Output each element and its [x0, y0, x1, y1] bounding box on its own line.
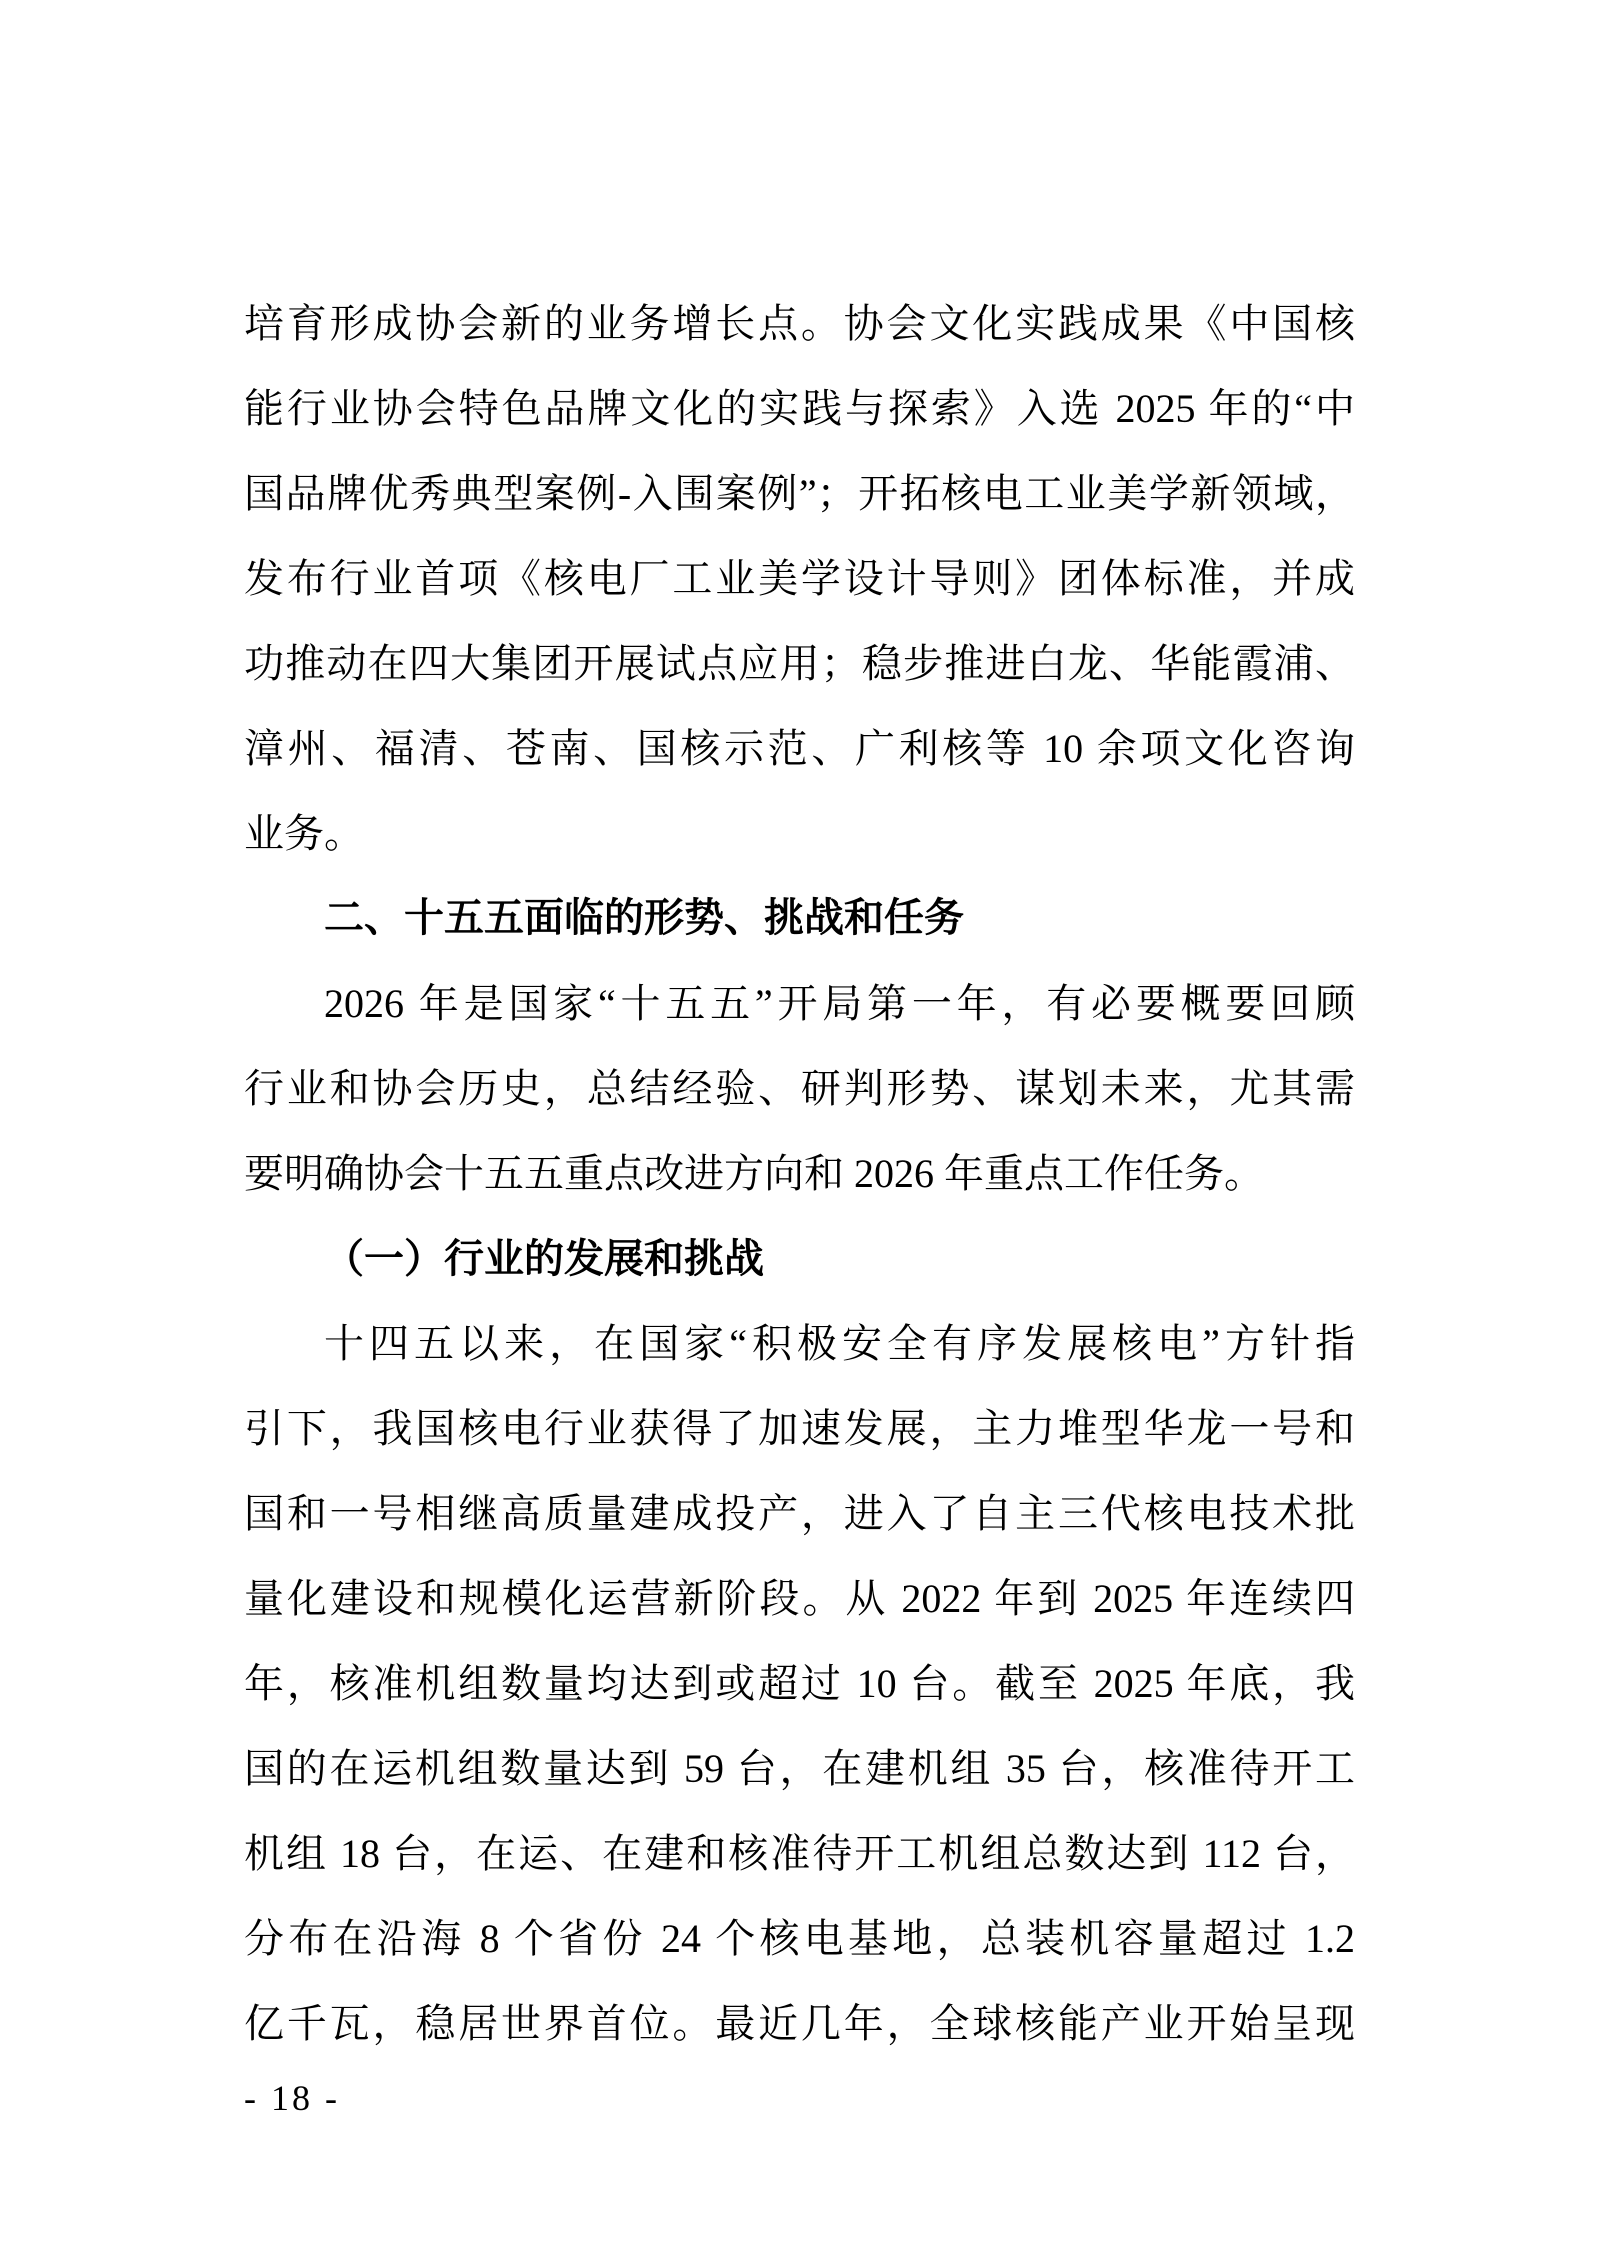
body-line-2: 能行业协会特色品牌文化的实践与探索》入选 2025 年的“中	[244, 386, 1355, 431]
body-line-11: 十四五以来，在国家“积极安全有序发展核电”方针指	[324, 1321, 1355, 1366]
body-line-15: 年，核准机组数量均达到或超过 10 台。截至 2025 年底，我	[244, 1661, 1355, 1706]
document-body	[244, 281, 1355, 2066]
body-line-4: 发布行业首项《核电厂工业美学设计导则》团体标准，并成	[244, 556, 1355, 601]
body-line-9: 行业和协会历史，总结经验、研判形势、谋划未来，尤其需	[244, 1066, 1355, 1111]
body-line-16: 国的在运机组数量达到 59 台，在建机组 35 台，核准待开工	[244, 1746, 1355, 1791]
body-line-8: 2026 年是国家“十五五”开局第一年，有必要概要回顾	[324, 981, 1355, 1026]
body-line-1: 培育形成协会新的业务增长点。协会文化实践成果《中国核	[244, 301, 1355, 346]
body-line-18: 分布在沿海 8 个省份 24 个核电基地，总装机容量超过 1.2	[244, 1916, 1355, 1961]
body-line-10: 要明确协会十五五重点改进方向和 2026 年重点工作任务。	[244, 1151, 1264, 1196]
body-line-7: 业务。	[244, 811, 364, 856]
body-line-17: 机组 18 台，在运、在建和核准待开工机组总数达到 112 台，	[244, 1831, 1355, 1876]
body-line-14: 量化建设和规模化运营新阶段。从 2022 年到 2025 年连续四	[244, 1576, 1355, 1621]
heading-subsection-1: （一）行业的发展和挑战	[324, 1236, 764, 1281]
body-line-13: 国和一号相继高质量建成投产，进入了自主三代核电技术批	[244, 1491, 1355, 1536]
body-line-19: 亿千瓦，稳居世界首位。最近几年，全球核能产业开始呈现	[244, 2001, 1355, 2046]
body-line-5: 功推动在四大集团开展试点应用；稳步推进白龙、华能霞浦、	[244, 641, 1355, 686]
body-line-6: 漳州、福清、苍南、国核示范、广利核等 10 余项文化咨询	[244, 726, 1355, 771]
page-number: - 18 -	[244, 2078, 340, 2118]
body-line-12: 引下，我国核电行业获得了加速发展，主力堆型华龙一号和	[244, 1406, 1355, 1451]
heading-section-2: 二、十五五面临的形势、挑战和任务	[324, 896, 964, 940]
body-line-3: 国品牌优秀典型案例-入围案例”；开拓核电工业美学新领域，	[244, 471, 1355, 516]
